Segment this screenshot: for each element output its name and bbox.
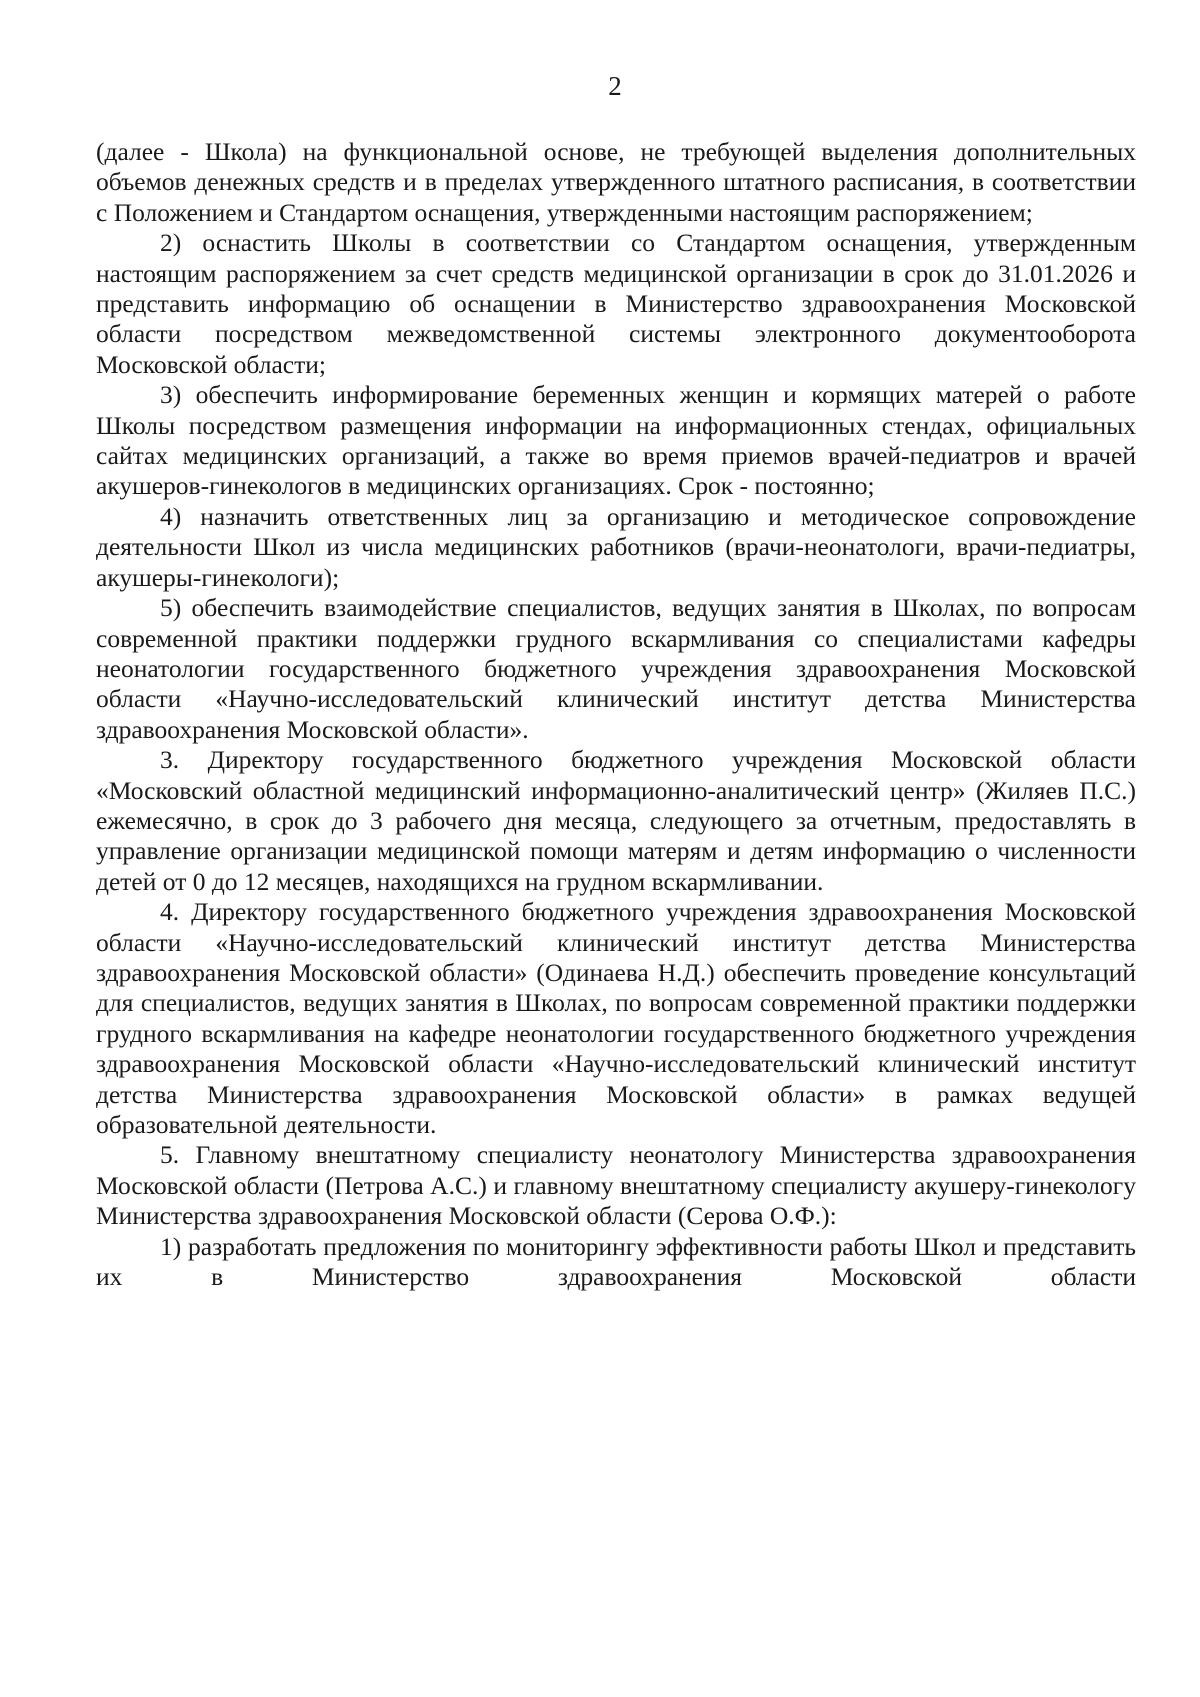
paragraph-subitem-1-monitoring: 1) разработать предложения по мониторингу эффективности работы Школ и представить их в Министерство здравоохранения Московской области [96, 1231, 1136, 1292]
page-number: 2 [608, 71, 622, 101]
document-body [96, 137, 1136, 1292]
paragraph-section-4-director-institute: 4. Директору государственного бюджетного учреждения здравоохранения Московской области «Научно-исследовательский клинический институт детства Министерства здравоохранения Московской области» (Одинаева Н.Д.) обеспечить проведение консультаций для специалистов, ведущих занятия в Школах, по вопросам современной практики поддержки грудного вскармливания на кафедре неонатологии государственного бюджетного учреждения здравоохранения Московской области «Научно-исследовательский клинический институт детства Министерства здравоохранения Московской области» в рамках ведущей образовательной деятельности. [96, 897, 1136, 1139]
paragraph-continuation: (далее - Школа) на функциональной основе, не требующей выделения дополнительных объемов денежных средств и в пределах утвержденного штатного расписания, в соответствии с Положением и Стандартом оснащения, утвержденными настоящим распоряжением; [96, 137, 1136, 227]
paragraph-item-5-interaction: 5) обеспечить взаимодействие специалистов, ведущих занятия в Школах, по вопросам современной практики поддержки грудного вскармливания со специалистами кафедры неонатологии государственного бюджетного учреждения здравоохранения Московской области «Научно-исследовательский клинический институт детства Министерства здравоохранения Московской области». [96, 593, 1136, 744]
paragraph-item-3-inform-women: 3) обеспечить информирование беременных женщин и кормящих матерей о работе Школы посредством размещения информации на информационных стендах, официальных сайтах медицинских организаций, а также во время приемов врачей-педиатров и врачей акушеров-гинекологов в медицинских организациях. Срок - постоянно; [96, 380, 1136, 501]
paragraph-item-4-appoint-responsible: 4) назначить ответственных лиц за организацию и методическое сопровождение деятельности Школ из числа медицинских работников (врачи-неонатологи, врачи-педиатры, акушеры-гинекологи); [96, 501, 1136, 592]
paragraph-item-2-equip-schools: 2) оснастить Школы в соответствии со Стандартом оснащения, утвержденным настоящим распоряжением за счет средств медицинской организации в срок до 31.01.2026 и представить информацию об оснащении в Министерство здравоохранения Московской области посредством межведомственной системы электронного документооборота Московской области; [96, 228, 1136, 379]
paragraph-section-3-director-miac: 3. Директору государственного бюджетного учреждения Московской области «Московский областной медицинский информационно-аналитический центр» (Жиляев П.С.) ежемесячно, в срок до 3 рабочего дня месяца, следующего за отчетным, предоставлять в управление организации медицинской помощи матерям и детям информацию о численности детей от 0 до 12 месяцев, находящихся на грудном вскармливании. [96, 745, 1136, 896]
paragraph-section-5-chief-specialists: 5. Главному внештатному специалисту неонатологу Министерства здравоохранения Московской области (Петрова А.С.) и главному внештатному специалисту акушеру-гинекологу Министерства здравоохранения Московской области (Серова О.Ф.): [96, 1140, 1136, 1231]
